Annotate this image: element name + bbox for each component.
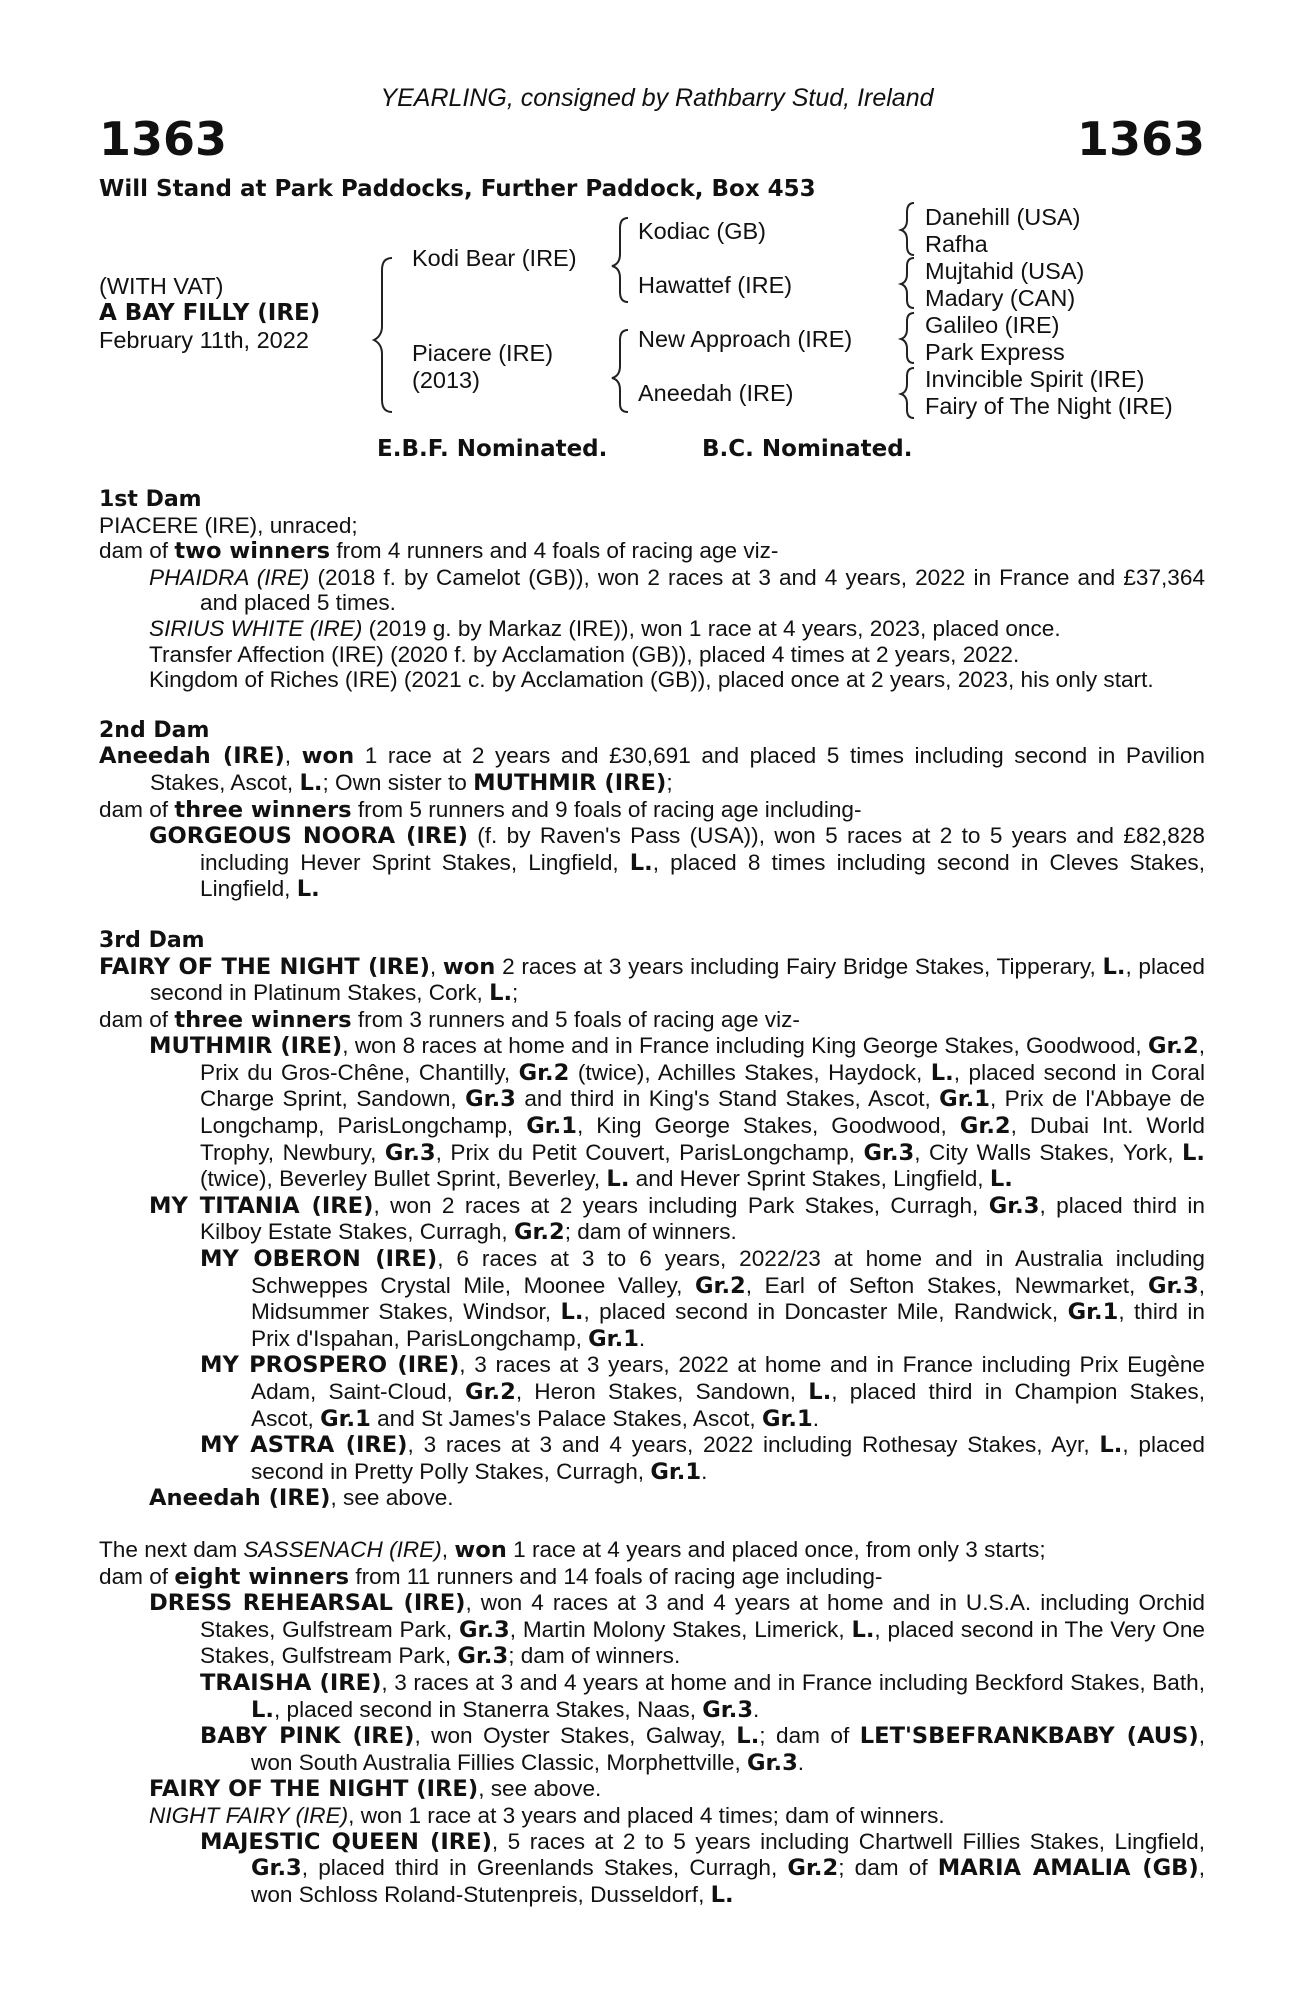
- brace-main: [374, 258, 392, 412]
- produce-entry: PHAIDRA (IRE) (2018 f. by Camelot (GB)), won 2 races at 3 and 4 years, 2022 in France and £37,364 and placed 5 times.: [149, 564, 1206, 616]
- gg-3: Mujtahid (USA): [925, 258, 1085, 284]
- consignor-line: YEARLING, consigned by Rathbarry Stud, Ireland: [380, 84, 934, 112]
- foaling-date: February 11th, 2022: [99, 327, 309, 353]
- gg-1: Danehill (USA): [925, 204, 1081, 230]
- dam-dam: Aneedah (IRE): [638, 380, 794, 406]
- brace-sire: [612, 218, 628, 302]
- third-dam-heading: 3rd Dam: [99, 927, 205, 953]
- produce-entry: GORGEOUS NOORA (IRE) (f. by Raven's Pass (USA)), won 5 races at 2 to 5 years and £82,828 including Hever Sprint Stakes, Lingfield, L., placed 8 times including second in Cleves Stakes, Lingfield, L.: [149, 823, 1206, 903]
- catalogue-body: [99, 487, 1205, 1908]
- grand-produce-entry: TRAISHA (IRE), 3 races at 3 and 4 years at home and in France including Beckford Stakes, Bath, L., placed second in Stanerra Stakes, Naas, Gr.3.: [200, 1669, 1205, 1723]
- gg-2: Rafha: [925, 231, 988, 257]
- gg-8: Fairy of The Night (IRE): [925, 393, 1173, 419]
- second-dam-line: Aneedah (IRE), won 1 race at 2 years and £30,691 and placed 5 times including second in Pavilion Stakes, Ascot, L.; Own sister to MUTHMIR (IRE);: [99, 743, 1206, 796]
- produce-entry: SIRIUS WHITE (IRE) (2019 g. by Markaz (IRE)), won 1 race at 4 years, 2023, placed once.: [149, 615, 1061, 641]
- vat-label: (WITH VAT): [99, 273, 224, 299]
- gg-5: Galileo (IRE): [925, 312, 1060, 338]
- produce-entry: MUTHMIR (IRE), won 8 races at home and in France including King George Stakes, Goodwood, Gr.2, Prix du Gros-Chêne, Chantilly, Gr.2 (twice), Achilles Stakes, Haydock, L., placed second in Coral Charge Sprint, Sandown, Gr.3 and third in King's Stand Stakes, Ascot, Gr.1, Prix de l'Abbaye de Longchamp, ParisLongchamp, Gr.1, King George Stakes, Goodwood, Gr.2, Dubai Int. World Trophy, Newbury, Gr.3, Prix du Petit Couvert, ParisLongchamp, Gr.3, City Walls Stakes, York, L. (twice), Beverley Bullet Sprint, Beverley, L. and Hever Sprint Stakes, Lingfield, L.: [149, 1033, 1205, 1193]
- grand-produce-entry: MY PROSPERO (IRE), 3 races at 3 years, 2022 at home and in France including Prix Eugène Adam, Saint-Cloud, Gr.2, Heron Stakes, Sandown, L., placed third in Champion Stakes, Ascot, Gr.1 and St James's Palace Stakes, Ascot, Gr.1.: [200, 1352, 1206, 1432]
- dam-sire: New Approach (IRE): [638, 326, 853, 352]
- grand-produce-entry: MAJESTIC QUEEN (IRE), 5 races at 2 to 5 years including Chartwell Fillies Stakes, Lingfield, Gr.3, placed third in Greenlands Stakes, Curragh, Gr.2; dam of MARIA AMALIA (GB), won Schloss Roland-Stutenpreis, Dusseldorf, L.: [200, 1828, 1205, 1908]
- third-dam-produce-summary: dam of three winners from 3 runners and 5 foals of racing age viz-: [99, 1006, 800, 1033]
- second-dam-produce-summary: dam of three winners from 5 runners and 9 foals of racing age including-: [99, 796, 862, 823]
- first-dam-heading: 1st Dam: [99, 487, 202, 512]
- stand-location: Will Stand at Park Paddocks, Further Paddock, Box 453: [99, 176, 816, 202]
- next-dam-produce-summary: dam of eight winners from 11 runners and 14 foals of racing age including-: [99, 1563, 883, 1590]
- gg-7: Invincible Spirit (IRE): [925, 366, 1145, 392]
- ebf-nomination: E.B.F. Nominated.: [377, 436, 608, 462]
- grand-produce-entry: BABY PINK (IRE), won Oyster Stakes, Galway, L.; dam of LET'SBEFRANKBABY (AUS), won South Australia Fillies Classic, Morphettville, Gr.3.: [200, 1723, 1206, 1776]
- brace-dam: [612, 330, 628, 412]
- first-dam-line: PIACERE (IRE), unraced;: [99, 512, 358, 538]
- produce-entry: MY TITANIA (IRE), won 2 races at 2 years including Park Stakes, Curragh, Gr.3, placed third in Kilboy Estate Stakes, Curragh, Gr.2; dam of winners.: [149, 1192, 1205, 1246]
- lot-name: A BAY FILLY (IRE): [99, 300, 321, 326]
- lot-number-right: 1363: [1076, 112, 1205, 166]
- produce-entry: Kingdom of Riches (IRE) (2021 c. by Acclamation (GB)), placed once at 2 years, 2023, his only start.: [149, 667, 1154, 693]
- sire-sire: Kodiac (GB): [638, 218, 766, 244]
- next-dam-line: The next dam SASSENACH (IRE), won 1 race at 4 years and placed once, from only 3 starts;: [99, 1536, 1046, 1563]
- produce-entry: FAIRY OF THE NIGHT (IRE), see above.: [149, 1776, 602, 1803]
- produce-entry: DRESS REHEARSAL (IRE), won 4 races at 3 and 4 years at home and in U.S.A. including Orchid Stakes, Gulfstream Park, Gr.3, Martin Molony Stakes, Limerick, L., placed second in The Very One Stakes, Gulfstream Park, Gr.3; dam of winners.: [149, 1590, 1205, 1670]
- produce-entry: Aneedah (IRE), see above.: [149, 1485, 454, 1512]
- produce-entry: Transfer Affection (IRE) (2020 f. by Acclamation (GB)), placed 4 times at 2 years, 2022.: [149, 641, 1020, 667]
- gg-6: Park Express: [925, 339, 1065, 365]
- grand-produce-entry: MY OBERON (IRE), 6 races at 3 to 6 years, 2022/23 at home and in Australia including Schweppes Crystal Mile, Moonee Valley, Gr.2, Earl of Sefton Stakes, Newmarket, Gr.3, Midsummer Stakes, Windsor, L., placed second in Doncaster Mile, Randwick, Gr.1, third in Prix d'Ispahan, ParisLongchamp, Gr.1.: [200, 1246, 1205, 1352]
- lot-number-left: 1363: [99, 112, 228, 166]
- sire: Kodi Bear (IRE): [412, 245, 577, 271]
- third-dam-line: FAIRY OF THE NIGHT (IRE), won 2 races at 3 years including Fairy Bridge Stakes, Tipperary, L., placed second in Platinum Stakes, Cork, L.;: [99, 953, 1205, 1007]
- second-dam-heading: 2nd Dam: [99, 717, 210, 743]
- dam-year: (2013): [412, 367, 480, 393]
- first-dam-produce-summary: dam of two winners from 4 runners and 4 foals of racing age viz-: [99, 538, 779, 565]
- bc-nomination: B.C. Nominated.: [702, 436, 913, 462]
- gg-4: Madary (CAN): [925, 285, 1076, 311]
- dam: Piacere (IRE): [412, 340, 554, 366]
- sire-dam: Hawattef (IRE): [638, 272, 793, 298]
- produce-entry: NIGHT FAIRY (IRE), won 1 race at 3 years and placed 4 times; dam of winners.: [149, 1802, 945, 1828]
- grand-produce-entry: MY ASTRA (IRE), 3 races at 3 and 4 years, 2022 including Rothesay Stakes, Ayr, L., placed second in Pretty Polly Stakes, Curragh, Gr.1.: [200, 1432, 1205, 1485]
